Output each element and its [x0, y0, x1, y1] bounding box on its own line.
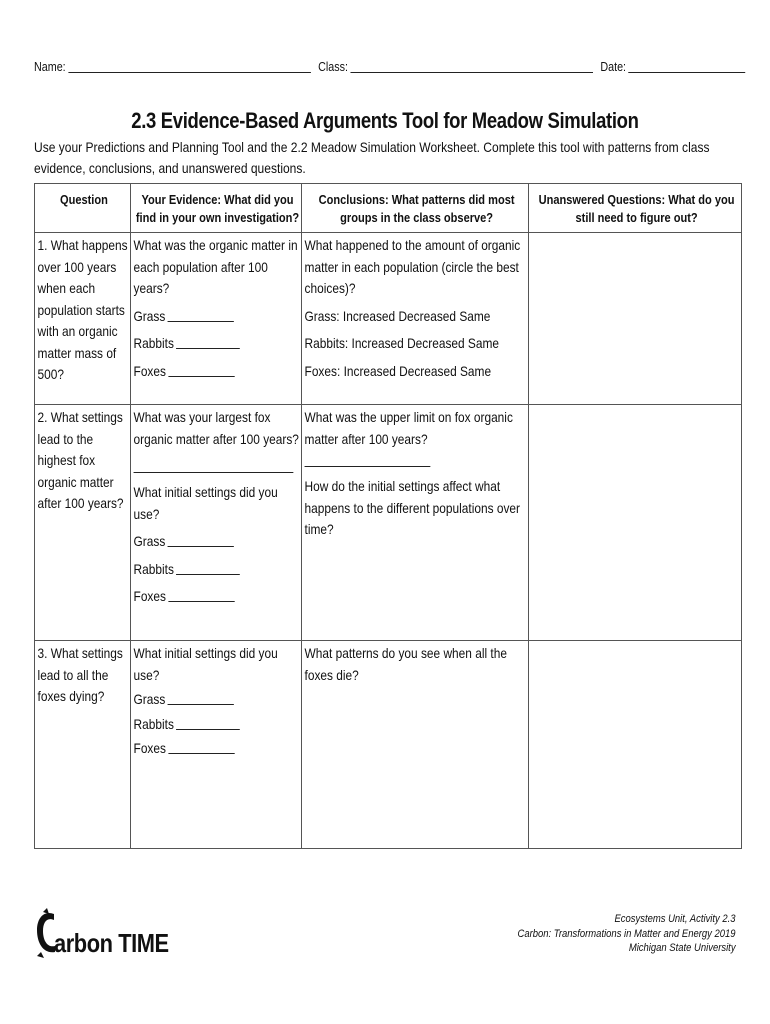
conclusion-prompt: What patterns do you see when all the foxes die?	[304, 645, 507, 683]
conclusion-prompt: What was the upper limit on fox organic matter after 100 years?	[304, 409, 513, 447]
rabbits-fill[interactable]: Rabbits	[134, 559, 302, 581]
table-header-row	[35, 184, 742, 233]
class-label: Class:	[318, 60, 348, 74]
evidence-prompt: What was the organic matter in each population after 100 years?	[133, 237, 298, 296]
carbon-time-logo	[34, 906, 174, 962]
conclusion-cell[interactable]	[302, 405, 529, 641]
rabbits-fill[interactable]: Rabbits	[134, 333, 302, 355]
intro-text: Use your Predictions and Planning Tool and the 2.2 Meadow Simulation Worksheet. Complete this tool with patterns from class evidence, conclusions, and unanswered questions.	[34, 139, 710, 176]
footer-line-1: Ecosystems Unit, Activity 2.3	[614, 913, 736, 925]
logo-text: arbon TIME	[54, 928, 169, 958]
conclusion-cell[interactable]	[302, 233, 529, 405]
unanswered-cell[interactable]	[529, 405, 742, 641]
header-fields	[34, 60, 638, 74]
foxes-fill[interactable]: Foxes	[134, 738, 302, 760]
evidence-prompt: What initial settings did you use?	[133, 645, 278, 683]
evidence-table	[34, 183, 742, 849]
unanswered-cell[interactable]	[529, 641, 742, 849]
conclusion-prompt-2: How do the initial settings affect what happens to the different populations over time?	[304, 478, 521, 537]
header-evidence: Your Evidence: What did you find in your own investigation?	[131, 184, 302, 233]
grass-fill[interactable]: Grass	[134, 689, 302, 711]
table-row	[35, 233, 742, 405]
class-field[interactable]	[351, 60, 594, 73]
choice-foxes[interactable]: Foxes: Increased Decreased Same	[304, 362, 492, 379]
table-row	[35, 641, 742, 849]
table-row	[35, 405, 742, 641]
question-cell: 2. What settings lead to the highest fox organic matter after 100 years?	[35, 405, 131, 641]
evidence-prompt-2: What initial settings did you use?	[133, 484, 278, 522]
evidence-cell[interactable]	[131, 641, 302, 849]
date-field[interactable]	[629, 60, 746, 73]
foxes-fill[interactable]: Foxes	[134, 586, 302, 608]
date-label: Date:	[600, 60, 627, 74]
evidence-cell[interactable]	[131, 233, 302, 405]
rabbits-fill[interactable]: Rabbits	[134, 714, 302, 736]
name-field[interactable]	[68, 60, 311, 73]
choice-rabbits[interactable]: Rabbits: Increased Decreased Same	[304, 335, 500, 351]
upper-limit-fill[interactable]	[305, 450, 529, 470]
question-cell: 1. What happens over 100 years when each population starts with an organic matter mass of 500?	[35, 233, 131, 405]
conclusion-prompt: What happened to the amount of organic matter in each population (circle the best choices)?	[304, 237, 521, 296]
footer-line-2: Carbon: Transformations in Matter and Energy 2019	[517, 927, 736, 940]
footer-line-3: Michigan State University	[629, 942, 736, 954]
unanswered-cell[interactable]	[529, 233, 742, 405]
question-cell: 3. What settings lead to all the foxes dying?	[35, 641, 131, 849]
header-unanswered: Unanswered Questions: What do you still need to figure out?	[529, 184, 742, 233]
grass-fill[interactable]: Grass	[134, 306, 302, 328]
choice-grass[interactable]: Grass: Increased Decreased Same	[304, 307, 491, 324]
header-question: Question	[35, 184, 131, 233]
name-label: Name:	[34, 60, 66, 74]
header-conclusions: Conclusions: What patterns did most groups in the class observe?	[302, 184, 529, 233]
foxes-fill[interactable]: Foxes	[134, 361, 302, 383]
evidence-prompt: What was your largest fox organic matter after 100 years?	[133, 409, 299, 447]
grass-fill[interactable]: Grass	[134, 531, 302, 553]
footer-credits	[518, 912, 736, 956]
conclusion-cell[interactable]	[302, 641, 529, 849]
evidence-cell[interactable]	[131, 405, 302, 641]
largest-fox-fill[interactable]	[134, 456, 302, 476]
page-title: 2.3 Evidence-Based Arguments Tool for Meadow Simulation	[131, 108, 639, 133]
